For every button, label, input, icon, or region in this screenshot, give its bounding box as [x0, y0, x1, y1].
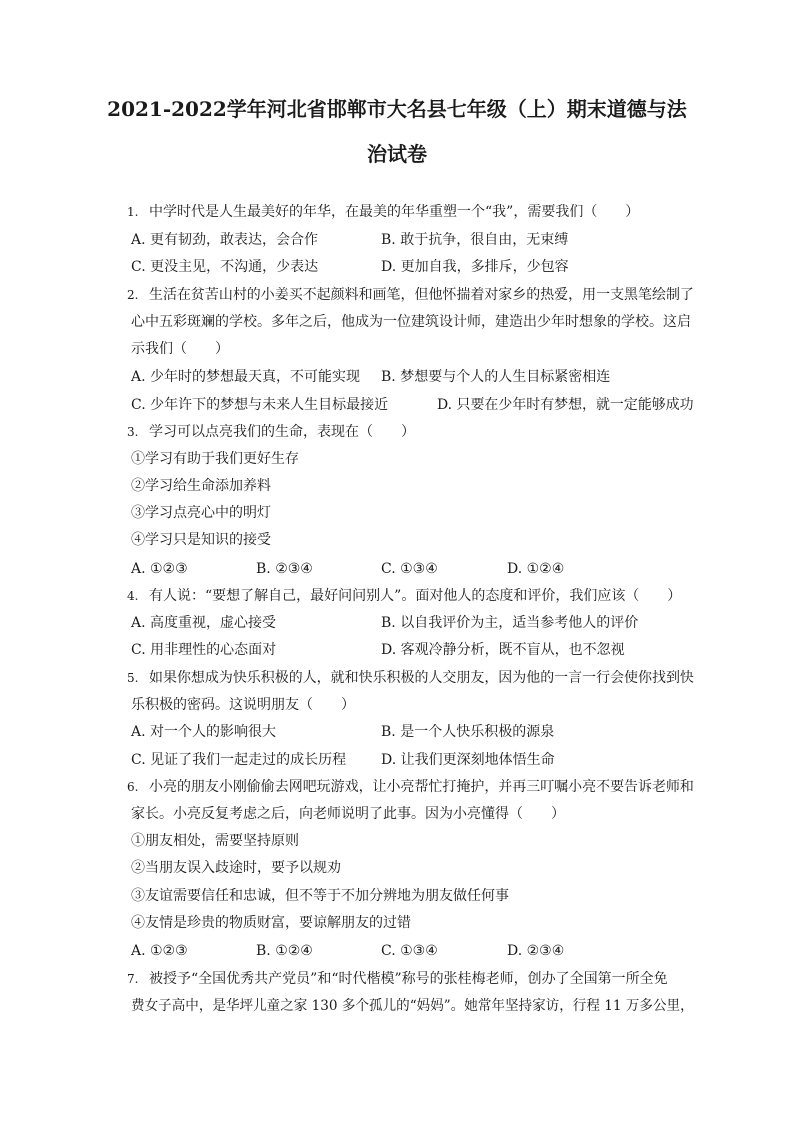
question-1-option-a: A. 更有韧劲，敢表达，会合作 [131, 232, 319, 248]
question-4-option-b: B. 以自我评价为主，适当参考他人的评价 [381, 615, 639, 631]
question-3-item: ③学习点亮心中的明灯 [131, 505, 271, 521]
question-1-number: 1. [127, 205, 139, 219]
question-1-option-c: C. 更没主见，不沟通，少表达 [131, 259, 319, 275]
question-6-stem-line: 家长。小亮反复考虑之后，向老师说明了此事。因为小亮懂得（ ） [131, 806, 565, 822]
question-1-option-b: B. 敢于抗争，很自由，无束缚 [381, 232, 569, 248]
question-5-option-a: A. 对一个人的影响很大 [131, 724, 277, 740]
question-5-stem-line: 如果你想成为快乐积极的人，就和快乐积极的人交朋友，因为他的一言一行会使你找到快 [149, 670, 694, 686]
question-4-number: 4. [127, 589, 139, 603]
question-5-stem-line: 乐积极的密码。这说明朋友（ ） [131, 697, 355, 713]
question-3-stem: 学习可以点亮我们的生命，表现在（ ） [149, 424, 415, 440]
question-6-item: ③友谊需要信任和忠诚，但不等于不加分辨地为朋友做任何事 [131, 888, 509, 904]
question-2-option-c: C. 少年许下的梦想与未来人生目标最接近 [131, 397, 389, 413]
question-7-stem-line: 被授予“全国优秀共产党员”和“时代楷模”称号的张桂梅老师，创办了全国第一所全免 [149, 971, 668, 987]
question-2-number: 2. [127, 288, 139, 302]
question-2-stem-line: 示我们（ ） [131, 341, 229, 357]
question-1-option-d: D. 更加自我，多排斥，少包容 [381, 259, 569, 275]
exam-title-line1: 2021-2022学年河北省邯郸市大名县七年级（上）期末道德与法 [107, 97, 687, 121]
question-5-option-d: D. 让我们更深刻地体悟生命 [381, 752, 555, 768]
question-2-stem-line: 生活在贫苦山村的小姜买不起颜料和画笔，但他怀揣着对家乡的热爱，用一支黑笔绘制了 [149, 287, 694, 303]
question-6-item: ④友情是珍贵的物质财富，要谅解朋友的过错 [131, 915, 411, 931]
question-3-item: ④学习只是知识的接受 [131, 532, 271, 548]
question-5-option-b: B. 是一个人快乐积极的源泉 [381, 724, 555, 740]
question-6-item: ①朋友相处，需要坚持原则 [131, 833, 299, 849]
question-7-stem-line: 费女子高中，是华坪儿童之家 130 多个孤儿的“妈妈”。她常年坚持家访，行程 11 万多公里， [131, 998, 694, 1014]
question-5-number: 5. [127, 671, 139, 685]
question-5-option-c: C. 见证了我们一起走过的成长历程 [131, 752, 347, 768]
question-3-item: ①学习有助于我们更好生存 [131, 451, 299, 467]
question-6-option-d: D. ②③④ [507, 943, 565, 959]
question-3-number: 3. [127, 425, 139, 439]
question-4-stem: 有人说：“要想了解自己，最好问问别人”。面对他人的态度和评价，我们应该（ ） [149, 588, 682, 604]
question-4-option-a: A. 高度重视，虚心接受 [131, 615, 277, 631]
question-2-option-a: A. 少年时的梦想最天真，不可能实现 [131, 369, 361, 385]
question-2-stem-line: 心中五彩斑斓的学校。多年之后，他成为一位建筑设计师，建造出少年时想象的学校。这启 [131, 314, 691, 330]
question-6-stem-line: 小亮的朋友小刚偷偷去网吧玩游戏，让小亮帮忙打掩护，并再三叮嘱小亮不要告诉老师和 [149, 779, 694, 795]
question-6-option-b: B. ①②④ [256, 943, 313, 959]
exam-title-line2: 治试卷 [367, 142, 427, 166]
question-7-number: 7. [127, 972, 139, 986]
question-2-option-b: B. 梦想要与个人的人生目标紧密相连 [381, 369, 611, 385]
question-4-option-c: C. 用非理性的心态面对 [131, 642, 277, 658]
question-3-item: ②学习给生命添加养料 [131, 478, 271, 494]
question-6-option-c: C. ①③④ [381, 943, 438, 959]
question-3-option-c: C. ①③④ [381, 561, 438, 577]
question-6-item: ②当朋友误入歧途时，要予以规劝 [131, 860, 341, 876]
question-3-option-a: A. ①②③ [131, 561, 188, 577]
question-1-stem: 中学时代是人生最美好的年华，在最美的年华重塑一个“我”，需要我们（ ） [149, 204, 640, 220]
question-3-option-d: D. ①②④ [507, 561, 565, 577]
question-2-option-d: D. 只要在少年时有梦想，就一定能够成功 [437, 397, 694, 413]
question-6-number: 6. [127, 780, 139, 794]
question-3-option-b: B. ②③④ [256, 561, 313, 577]
question-6-option-a: A. ①②③ [131, 943, 188, 959]
question-4-option-d: D. 客观冷静分析，既不盲从，也不忽视 [381, 642, 625, 658]
